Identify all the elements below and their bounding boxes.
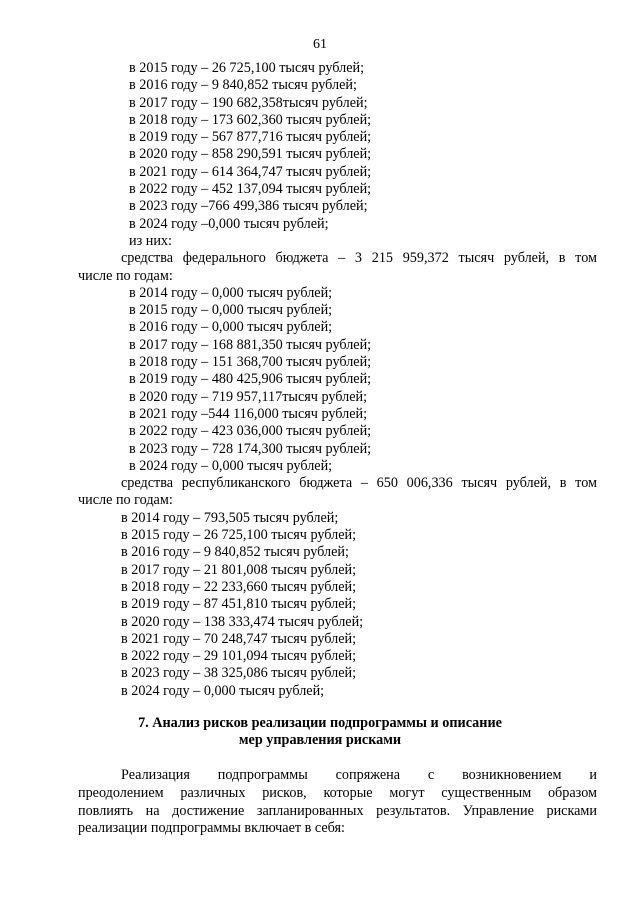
list-item: в 2016 году – 9 840,852 тысяч рублей; [121,544,349,561]
list-item: в 2020 году – 138 333,474 тысяч рублей; [121,613,364,630]
list-item: в 2017 году – 168 881,350 тысяч рублей; [129,336,372,353]
list-item: в 2024 году –0,000 тысяч рублей; [129,215,329,232]
risk-paragraph [0,767,640,838]
republic-budget-continuation: числе по годам: [78,492,173,509]
federal-budget-continuation: числе по годам: [78,267,173,284]
list-item: в 2022 году – 452 137,094 тысяч рублей; [129,181,372,198]
federal-budget-total: средства федерального бюджета – 3 215 959,372 тысяч рублей, в том [121,250,597,267]
list-item: в 2023 году –766 499,386 тысяч рублей; [129,198,368,215]
list-item: в 2015 году – 26 725,100 тысяч рублей; [121,527,357,544]
list-item: в 2015 году – 0,000 тысяч рублей; [129,302,333,319]
list-item: в 2016 году – 9 840,852 тысяч рублей; [129,77,357,94]
paragraph-line: преодолением различных рисков, которые могут существенным образом [78,784,597,801]
section-heading-line: 7. Анализ рисков реализации подпрограммы и описание [138,715,502,731]
list-item: в 2022 году – 423 036,000 тысяч рублей; [129,423,372,440]
list-item: в 2020 году – 858 290,591 тысяч рублей; [129,146,372,163]
republic-budget-block [0,475,640,700]
list-item: в 2014 году – 0,000 тысяч рублей; [129,284,333,301]
list-item: в 2018 году – 151 368,700 тысяч рублей; [129,354,372,371]
list-item: в 2017 году – 190 682,358тысяч рублей; [129,94,368,111]
list-item: в 2018 году – 22 233,660 тысяч рублей; [121,578,357,595]
section-heading-line: мер управления рисками [238,732,402,748]
republic-budget-total: средства республиканского бюджета – 650 006,336 тысяч рублей, в том [121,475,597,492]
paragraph-line: повлиять на достижение запланированных результатов. Управление рисками [78,802,597,819]
list-item: в 2021 году – 614 364,747 тысяч рублей; [129,163,372,180]
list-item: в 2018 году – 173 602,360 тысяч рублей; [129,111,372,128]
list-item: в 2019 году – 87 451,810 тысяч рублей; [121,596,357,613]
list-item: в 2017 году – 21 801,008 тысяч рублей; [121,561,357,578]
list-item: в 2014 году – 793,505 тысяч рублей; [121,509,339,526]
list-item: в 2019 году – 567 877,716 тысяч рублей; [129,129,372,146]
list-item: в 2022 году – 29 101,094 тысяч рублей; [121,648,357,665]
funding-text [0,60,640,700]
list-item: в 2023 году – 38 325,086 тысяч рублей; [121,665,357,682]
total-by-year-list [0,60,640,250]
list-item: в 2024 году – 0,000 тысяч рублей; [129,457,333,474]
list-item: в 2015 году – 26 725,100 тысяч рублей; [129,60,365,76]
paragraph-line: реализации подпрограммы включает в себя: [78,820,345,837]
federal-budget-block [0,250,640,475]
list-item: в 2020 году – 719 957,117тысяч рублей; [129,388,368,405]
page-number: 61 [313,37,327,52]
list-item: в 2024 году – 0,000 тысяч рублей; [121,682,325,699]
list-item: в 2016 году – 0,000 тысяч рублей; [129,319,333,336]
paragraph-line: Реализация подпрограммы сопряжена с возникновением и [121,767,597,783]
section-heading [0,715,640,749]
list-item: в 2023 году – 728 174,300 тысяч рублей; [129,440,372,457]
list-item: в 2021 году –544 116,000 тысяч рублей; [129,405,368,422]
list-item: в 2021 году – 70 248,747 тысяч рублей; [121,630,357,647]
list-item: из них: [129,232,172,249]
list-item: в 2019 году – 480 425,906 тысяч рублей; [129,371,372,388]
